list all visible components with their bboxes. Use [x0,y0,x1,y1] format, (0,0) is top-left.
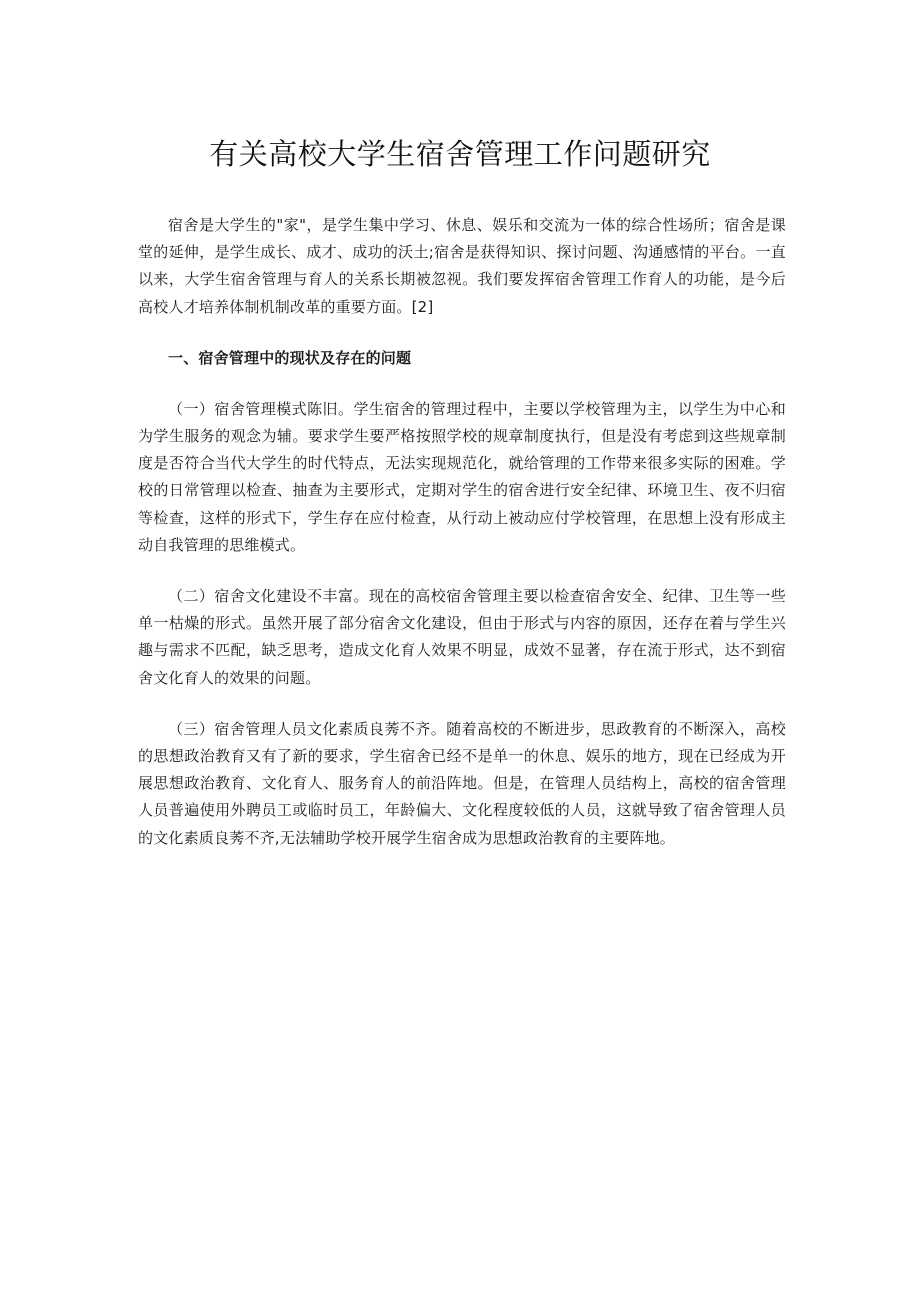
paragraph-management-model: （一）宿舍管理模式陈旧。学生宿舍的管理过程中，主要以学校管理为主，以学生为中心和为学生服务的观念为辅。要求学生要严格按照学校的规章制度执行，但是没有考虑到这些规章制度是否符合当代大学生的时代特点，无法实现规范化，就给管理的工作带来很多实际的困难。学校的日常管理以检查、抽查为主要形式，定期对学生的宿舍进行安全纪律、环境卫生、夜不归宿等检查，这样的形式下，学生存在应付检查，从行动上被动应付学校管理，在思想上没有形成主动自我管理的思维模式。 [138,399,786,554]
section-heading: 一、宿舍管理中的现状及存在的问题 [168,348,412,367]
paragraph-dorm-culture: （二）宿舍文化建设不丰富。现在的高校宿舍管理主要以检查宿舍安全、纪律、卫生等一些单一枯燥的形式。虽然开展了部分宿舍文化建设，但由于形式与内容的原因，还存在着与学生兴趣与需求不匹配，缺乏思考，造成文化育人效果不明显，成效不显著，存在流于形式，达不到宿舍文化育人的效果的问题。 [138,587,786,687]
document-body [138,212,786,852]
document-title: 有关高校大学生宿舍管理工作问题研究 [209,137,711,171]
intro-paragraph: 宿舍是大学生的"家"，是学生集中学习、休息、娱乐和交流为一体的综合性场所；宿舍是课堂的延伸，是学生成长、成才、成功的沃土;宿舍是获得知识、探讨问题、沟通感情的平台。一直以来，大学生宿舍管理与育人的关系长期被忽视。我们要发挥宿舍管理工作育人的功能，是今后高校人才培养体制机制改革的重要方面。[2] [138,216,786,316]
paragraph-staff-quality: （三）宿舍管理人员文化素质良莠不齐。随着高校的不断进步，思政教育的不断深入，高校的思想政治教育又有了新的要求，学生宿舍已经不是单一的休息、娱乐的地方，现在已经成为开展思想政治教育、文化育人、服务育人的前沿阵地。但是，在管理人员结构上，高校的宿舍管理人员普遍使用外聘员工或临时员工，年龄偏大、文化程度较低的人员，这就导致了宿舍管理人员的文化素质良莠不齐,无法辅助学校开展学生宿舍成为思想政治教育的主要阵地。 [138,719,786,847]
